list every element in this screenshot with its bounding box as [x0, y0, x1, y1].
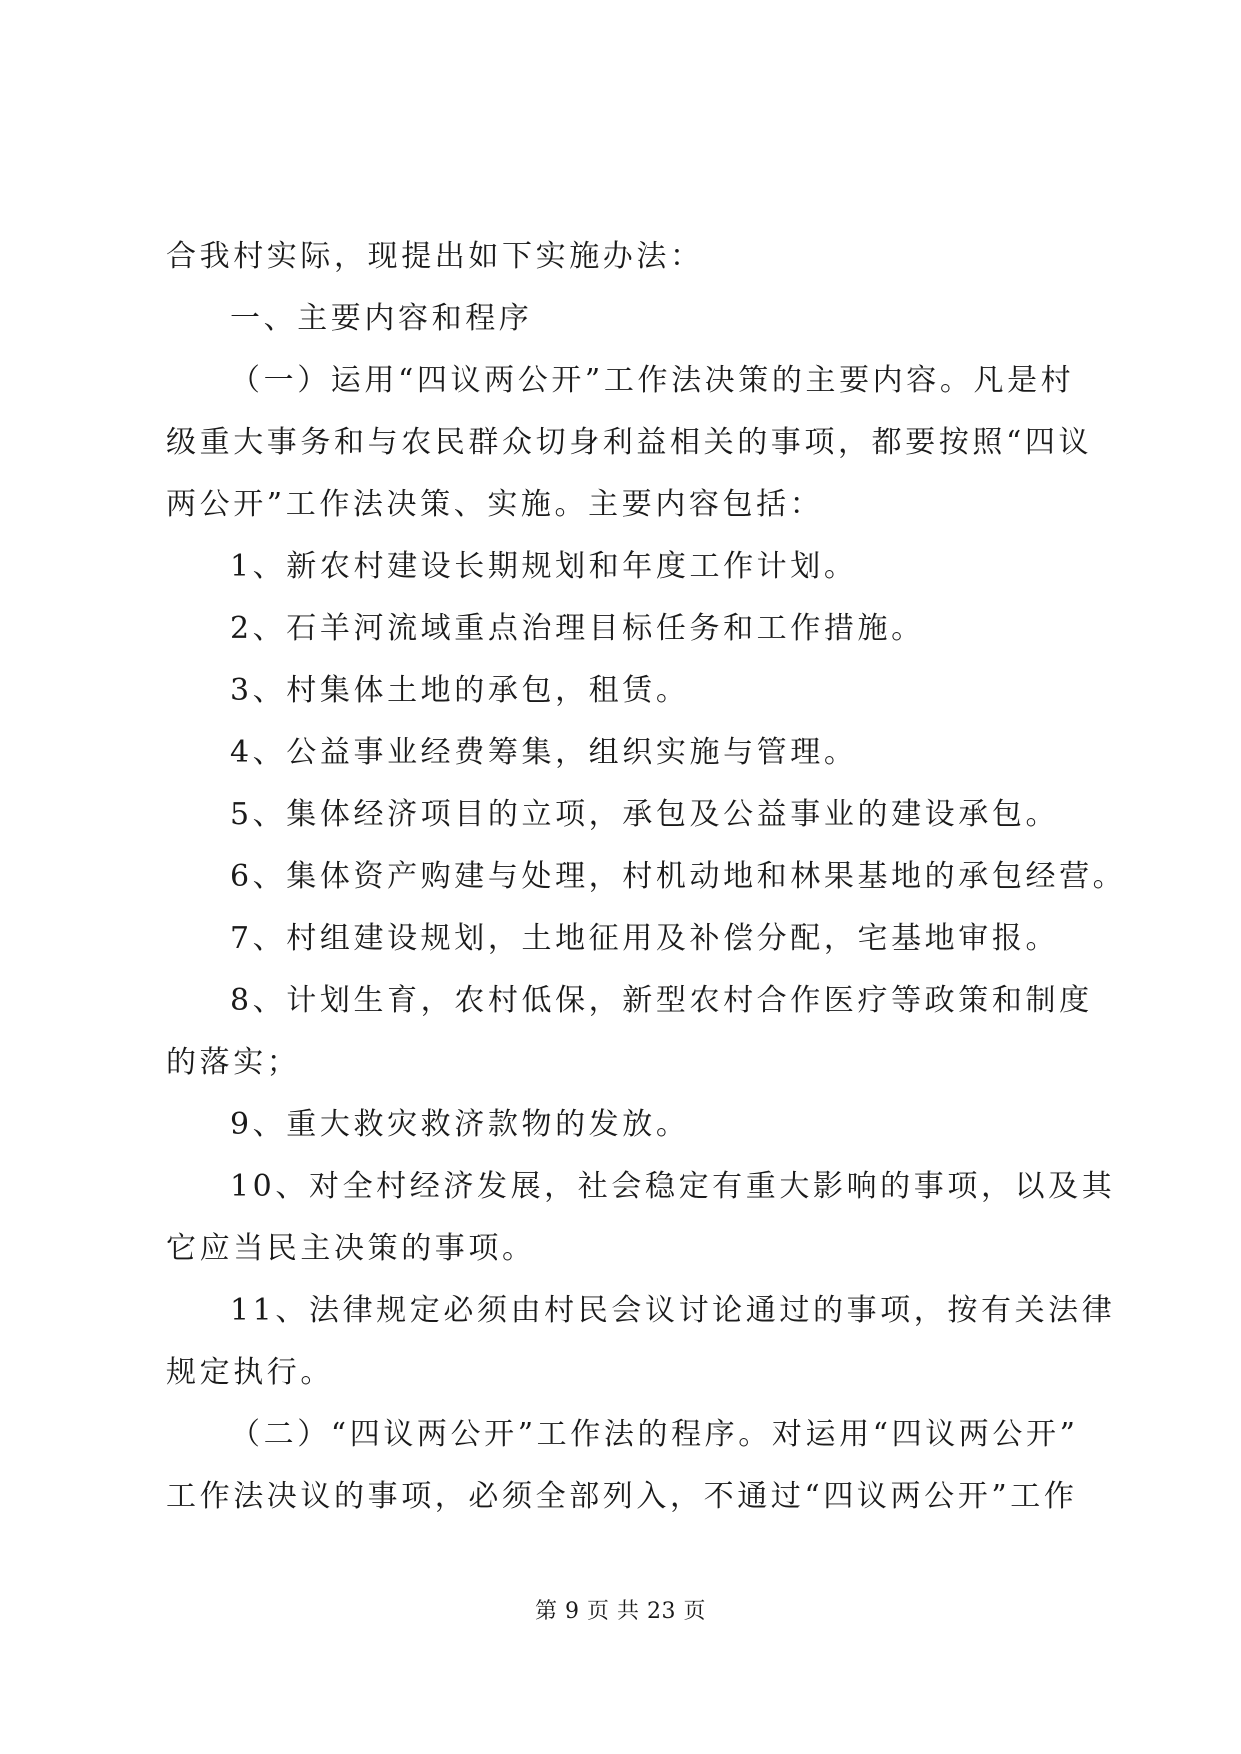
- text-line: （一）运用“四议两公开”工作法决策的主要内容。凡是村: [230, 363, 1075, 398]
- list-item: 1、新农村建设长期规划和年度工作计划。: [230, 549, 858, 584]
- text-line: 它应当民主决策的事项。: [166, 1231, 536, 1266]
- text-line: 规定执行。: [166, 1355, 334, 1390]
- text-line: 级重大事务和与农民群众切身利益相关的事项，都要按照“四议: [166, 425, 1093, 460]
- list-item: 3、村集体土地的承包，租赁。: [230, 673, 690, 708]
- page-number-footer: 第 9 页 共 23 页: [535, 1599, 706, 1624]
- list-item: 11、法律规定必须由村民会议讨论通过的事项，按有关法律: [230, 1293, 1116, 1328]
- list-item: 10、对全村经济发展，社会稳定有重大影响的事项，以及其: [230, 1169, 1116, 1204]
- section-heading: 一、主要内容和程序: [230, 301, 533, 336]
- list-item: 4、公益事业经费筹集，组织实施与管理。: [230, 735, 858, 770]
- text-line: 两公开”工作法决策、实施。主要内容包括：: [166, 487, 824, 522]
- list-item: 5、集体经济项目的立项，承包及公益事业的建设承包。: [230, 797, 1060, 832]
- text-line: 合我村实际，现提出如下实施办法：: [166, 239, 704, 274]
- list-item: 9、重大救灾救济款物的发放。: [230, 1107, 690, 1142]
- text-line: 的落实；: [166, 1045, 301, 1080]
- list-item: 6、集体资产购建与处理，村机动地和林果基地的承包经营。: [230, 859, 1127, 894]
- list-item: 8、计划生育，农村低保，新型农村合作医疗等政策和制度: [230, 983, 1093, 1018]
- document-body: [166, 226, 1127, 1528]
- list-item: 2、石羊河流域重点治理目标任务和工作措施。: [230, 611, 925, 646]
- list-item: 7、村组建设规划，土地征用及补偿分配，宅基地审报。: [230, 921, 1060, 956]
- text-line: （二）“四议两公开”工作法的程序。对运用“四议两公开”: [230, 1417, 1079, 1452]
- text-line: 工作法决议的事项，必须全部列入，不通过“四议两公开”工作: [166, 1479, 1078, 1514]
